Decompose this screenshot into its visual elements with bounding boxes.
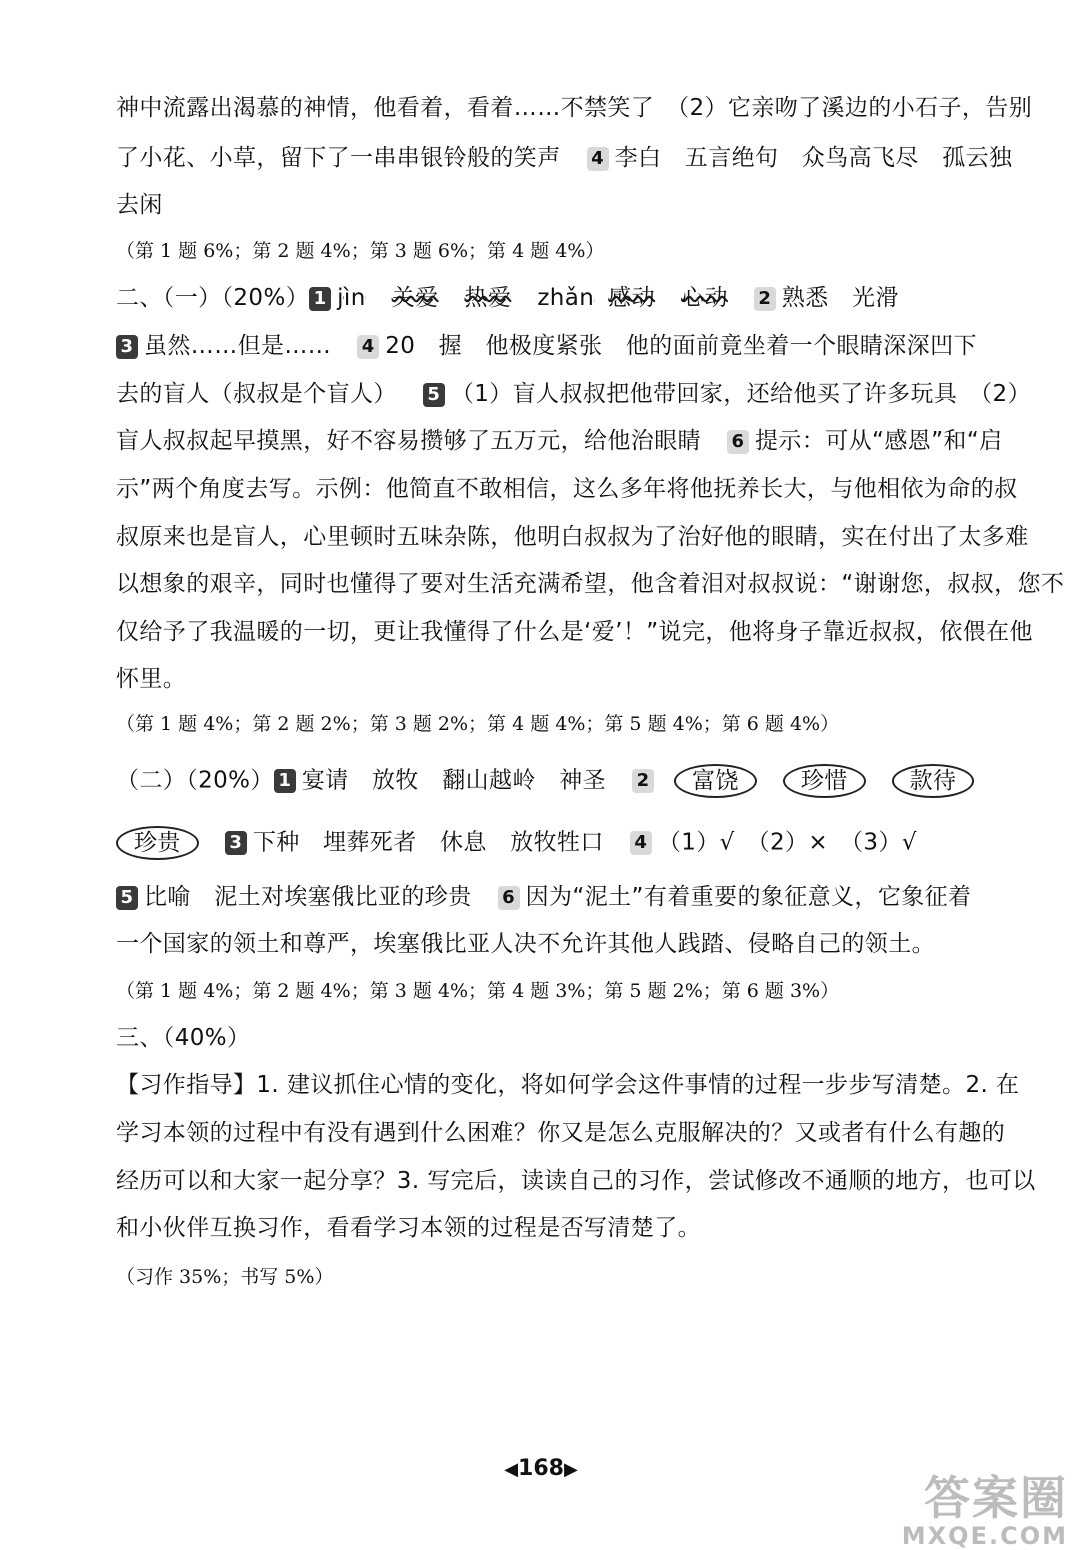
answer-line: 怀里。 <box>116 666 187 692</box>
answer-text: 提示：可从“感恩”和“启 <box>755 428 1003 454</box>
answer-line <box>116 425 1003 457</box>
answer-word: jìn <box>337 285 366 311</box>
answer-line <box>116 330 977 362</box>
circled-answer: 富饶 <box>674 764 757 798</box>
answer-text: 熟悉 光滑 <box>781 285 899 311</box>
question-number-badge: 4 <box>357 335 379 359</box>
answer-line: 叔原来也是盲人，心里顿时五味杂陈，他明白叔叔为了治好他的眼睛，实在付出了太多难 <box>116 524 1029 550</box>
answer-word: 热爱 <box>464 285 512 311</box>
circled-answer: 款待 <box>892 764 975 798</box>
answer-line: 以想象的艰辛，同时也懂得了要对生活充满希望，他含着泪对叔叔说：“谢谢您，叔叔，您不 <box>116 571 1065 597</box>
circled-answer: 珍贵 <box>116 826 199 860</box>
answer-line: 【习作指导】1. 建议抓住心情的变化，将如何学会这件事情的过程一步步写清楚。2. 在 <box>116 1072 1020 1098</box>
answer-text: 比喻 泥土对埃塞俄比亚的珍贵 <box>144 884 472 910</box>
question-number-badge: 1 <box>274 769 296 793</box>
answer-text: （1）√ （2）× （3）√ <box>657 829 917 856</box>
section-heading: 三、（40%） <box>116 1025 251 1051</box>
answer-line <box>116 881 971 913</box>
question-number-badge: 3 <box>225 831 247 855</box>
question-number-badge: 1 <box>309 287 331 311</box>
answer-text: 20 握 他极度紧张 他的面前竟坐着一个眼睛深深凹下 <box>385 333 977 359</box>
answer-word: zhǎn <box>537 285 595 311</box>
section-heading: 二、（一）（20%） <box>116 285 310 311</box>
answer-line: 去闲 <box>116 192 163 218</box>
question-number-badge: 4 <box>587 147 609 171</box>
question-number-badge: 3 <box>116 335 138 359</box>
score-distribution: （第 1 题 6%；第 2 题 4%；第 3 题 6%；第 4 题 4%） <box>116 240 605 262</box>
answer-text: 盲人叔叔起早摸黑，好不容易攒够了五万元，给他治眼睛 <box>116 428 701 454</box>
answer-text: 去的盲人（叔叔是个盲人） <box>116 381 397 407</box>
answer-line: 学习本领的过程中有没有遇到什么困难？你又是怎么克服解决的？又或者有什么有趣的 <box>116 1120 1006 1146</box>
arrow-right-icon: ▶ <box>563 1459 578 1480</box>
answer-line <box>116 282 899 314</box>
answer-line: 神中流露出渴慕的神情，他看着，看着……不禁笑了 （2）它亲吻了溪边的小石子，告别 <box>116 95 1033 121</box>
question-number-badge: 6 <box>498 886 520 910</box>
answer-text: （1）盲人叔叔把他带回家，还给他买了许多玩具 （2） <box>450 381 1031 407</box>
answer-line: 经历可以和大家一起分享？3. 写完后，读读自己的习作，尝试修改不通顺的地方，也可以 <box>116 1168 1036 1194</box>
answer-text: 因为“泥土”有着重要的象征意义，它象征着 <box>525 884 972 910</box>
score-distribution: （习作 35%；书写 5%） <box>116 1266 334 1288</box>
answer-line <box>116 764 974 798</box>
question-number-badge: 6 <box>727 430 749 454</box>
answer-text: 虽然……但是…… <box>144 333 332 359</box>
answer-word: 感动 <box>608 285 656 311</box>
answer-line <box>116 142 1012 174</box>
answer-line: 和小伙伴互换习作，看看学习本领的过程是否写清楚了。 <box>116 1215 701 1241</box>
page-number-text: 168 <box>518 1456 564 1481</box>
question-number-badge: 5 <box>423 383 445 407</box>
question-number-badge: 5 <box>116 886 138 910</box>
answer-line: 一个国家的领土和尊严，埃塞俄比亚人决不允许其他人践踏、侵略自己的领土。 <box>116 931 935 957</box>
question-number-badge: 2 <box>632 769 654 793</box>
answer-line: 示”两个角度去写。示例：他简直不敢相信，这么多年将他抚养长大，与他相依为命的叔 <box>116 476 1018 502</box>
question-number-badge: 4 <box>630 831 652 855</box>
score-distribution: （第 1 题 4%；第 2 题 4%；第 3 题 4%；第 4 题 3%；第 5 题 2%；第 6 题 3%） <box>116 980 840 1002</box>
answer-text: 李白 五言绝句 众鸟高飞尽 孤云独 <box>614 145 1013 171</box>
section-heading: （二）（20%） <box>116 767 274 794</box>
answer-word: 关爱 <box>391 285 439 311</box>
answer-line: 仅给予了我温暖的一切，更让我懂得了什么是‘爱’！”说完，他将身子靠近叔叔，依偎在他 <box>116 619 1033 645</box>
arrow-left-icon: ◀ <box>504 1459 519 1480</box>
answer-text: 了小花、小草，留下了一串串银铃般的笑声 <box>116 145 561 171</box>
answer-line <box>116 378 1031 410</box>
answer-text: 下种 埋葬死者 休息 放牧牲口 <box>252 829 604 856</box>
circled-answer: 珍惜 <box>783 764 866 798</box>
answer-line <box>116 826 917 860</box>
answer-text: 宴请 放牧 翻山越岭 神圣 <box>301 767 607 794</box>
watermark <box>902 1462 1068 1550</box>
watermark-logo: 答案圈 <box>924 1471 1068 1525</box>
score-distribution: （第 1 题 4%；第 2 题 2%；第 3 题 2%；第 4 题 4%；第 5 题 4%；第 6 题 4%） <box>116 713 840 735</box>
watermark-url: MXQE.COM <box>901 1522 1068 1550</box>
question-number-badge: 2 <box>754 287 776 311</box>
answer-word: 心动 <box>681 285 728 311</box>
